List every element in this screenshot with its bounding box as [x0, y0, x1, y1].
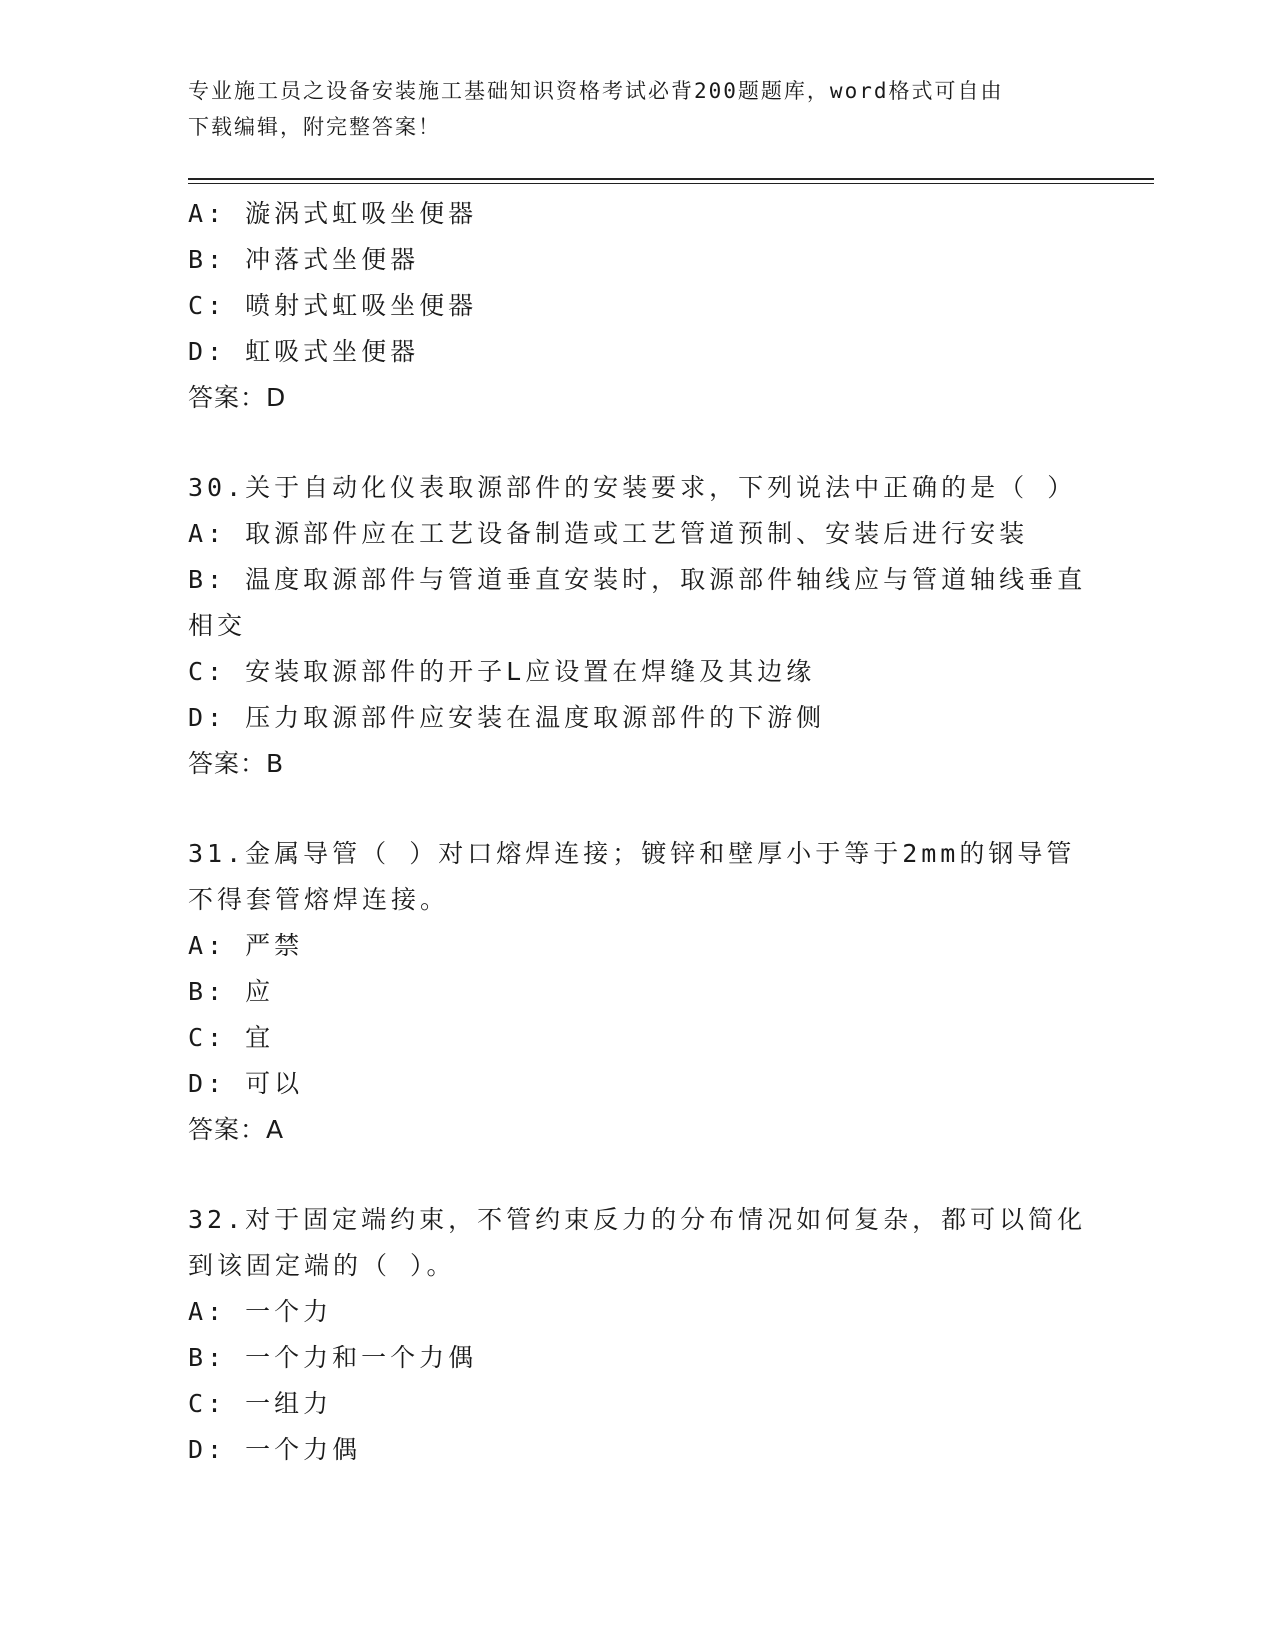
answer: 答案：A [188, 1115, 285, 1144]
option-d: D: 一个力偶 [188, 1435, 362, 1464]
question-stem-continued: 到该固定端的（ ）。 [188, 1251, 456, 1280]
option-d: D: 虹吸式坐便器 [188, 337, 420, 366]
option-a: A: 严禁 [188, 931, 304, 960]
option-d: D: 压力取源部件应安装在温度取源部件的下游侧 [188, 703, 826, 732]
header-divider-thick [188, 178, 1154, 180]
option-b: B: 温度取源部件与管道垂直安装时，取源部件轴线应与管道轴线垂直 [188, 565, 1087, 594]
header-title-line-2: 下载编辑，附完整答案！ [188, 115, 441, 139]
option-b: B: 应 [188, 977, 275, 1006]
header-divider-thin [188, 183, 1154, 184]
question-stem: 32.对于固定端约束，不管约束反力的分布情况如何复杂，都可以简化 [188, 1205, 1087, 1234]
option-b-continued: 相交 [188, 611, 247, 640]
question-stem: 30.关于自动化仪表取源部件的安装要求，下列说法中正确的是（ ） [188, 473, 1077, 502]
option-a: A: 一个力 [188, 1297, 333, 1326]
question-30 [188, 465, 1088, 787]
option-d: D: 可以 [188, 1069, 304, 1098]
question-spacer [188, 787, 1088, 831]
question-stem: 31.金属导管（ ）对口熔焊连接；镀锌和壁厚小于等于2mm的钢导管 [188, 839, 1076, 868]
option-b: B: 冲落式坐便器 [188, 245, 420, 274]
option-c: C: 安装取源部件的开子L应设置在焊缝及其边缘 [188, 657, 816, 686]
answer: 答案：D [188, 383, 287, 412]
document-header [188, 73, 1088, 145]
question-29 [188, 191, 1088, 421]
question-stem-continued: 不得套管熔焊连接。 [188, 885, 450, 914]
option-a: A: 漩涡式虹吸坐便器 [188, 199, 478, 228]
question-spacer [188, 421, 1088, 465]
option-b: B: 一个力和一个力偶 [188, 1343, 478, 1372]
header-title-line-1: 专业施工员之设备安装施工基础知识资格考试必背200题题库，word格式可自由 [188, 79, 1004, 103]
question-32 [188, 1197, 1088, 1473]
option-c: C: 一组力 [188, 1389, 333, 1418]
option-a: A: 取源部件应在工艺设备制造或工艺管道预制、安装后进行安装 [188, 519, 1029, 548]
question-31 [188, 831, 1088, 1153]
option-c: C: 宜 [188, 1023, 275, 1052]
question-spacer [188, 1153, 1088, 1197]
answer: 答案：B [188, 749, 285, 778]
question-list [188, 191, 1088, 1473]
option-c: C: 喷射式虹吸坐便器 [188, 291, 478, 320]
